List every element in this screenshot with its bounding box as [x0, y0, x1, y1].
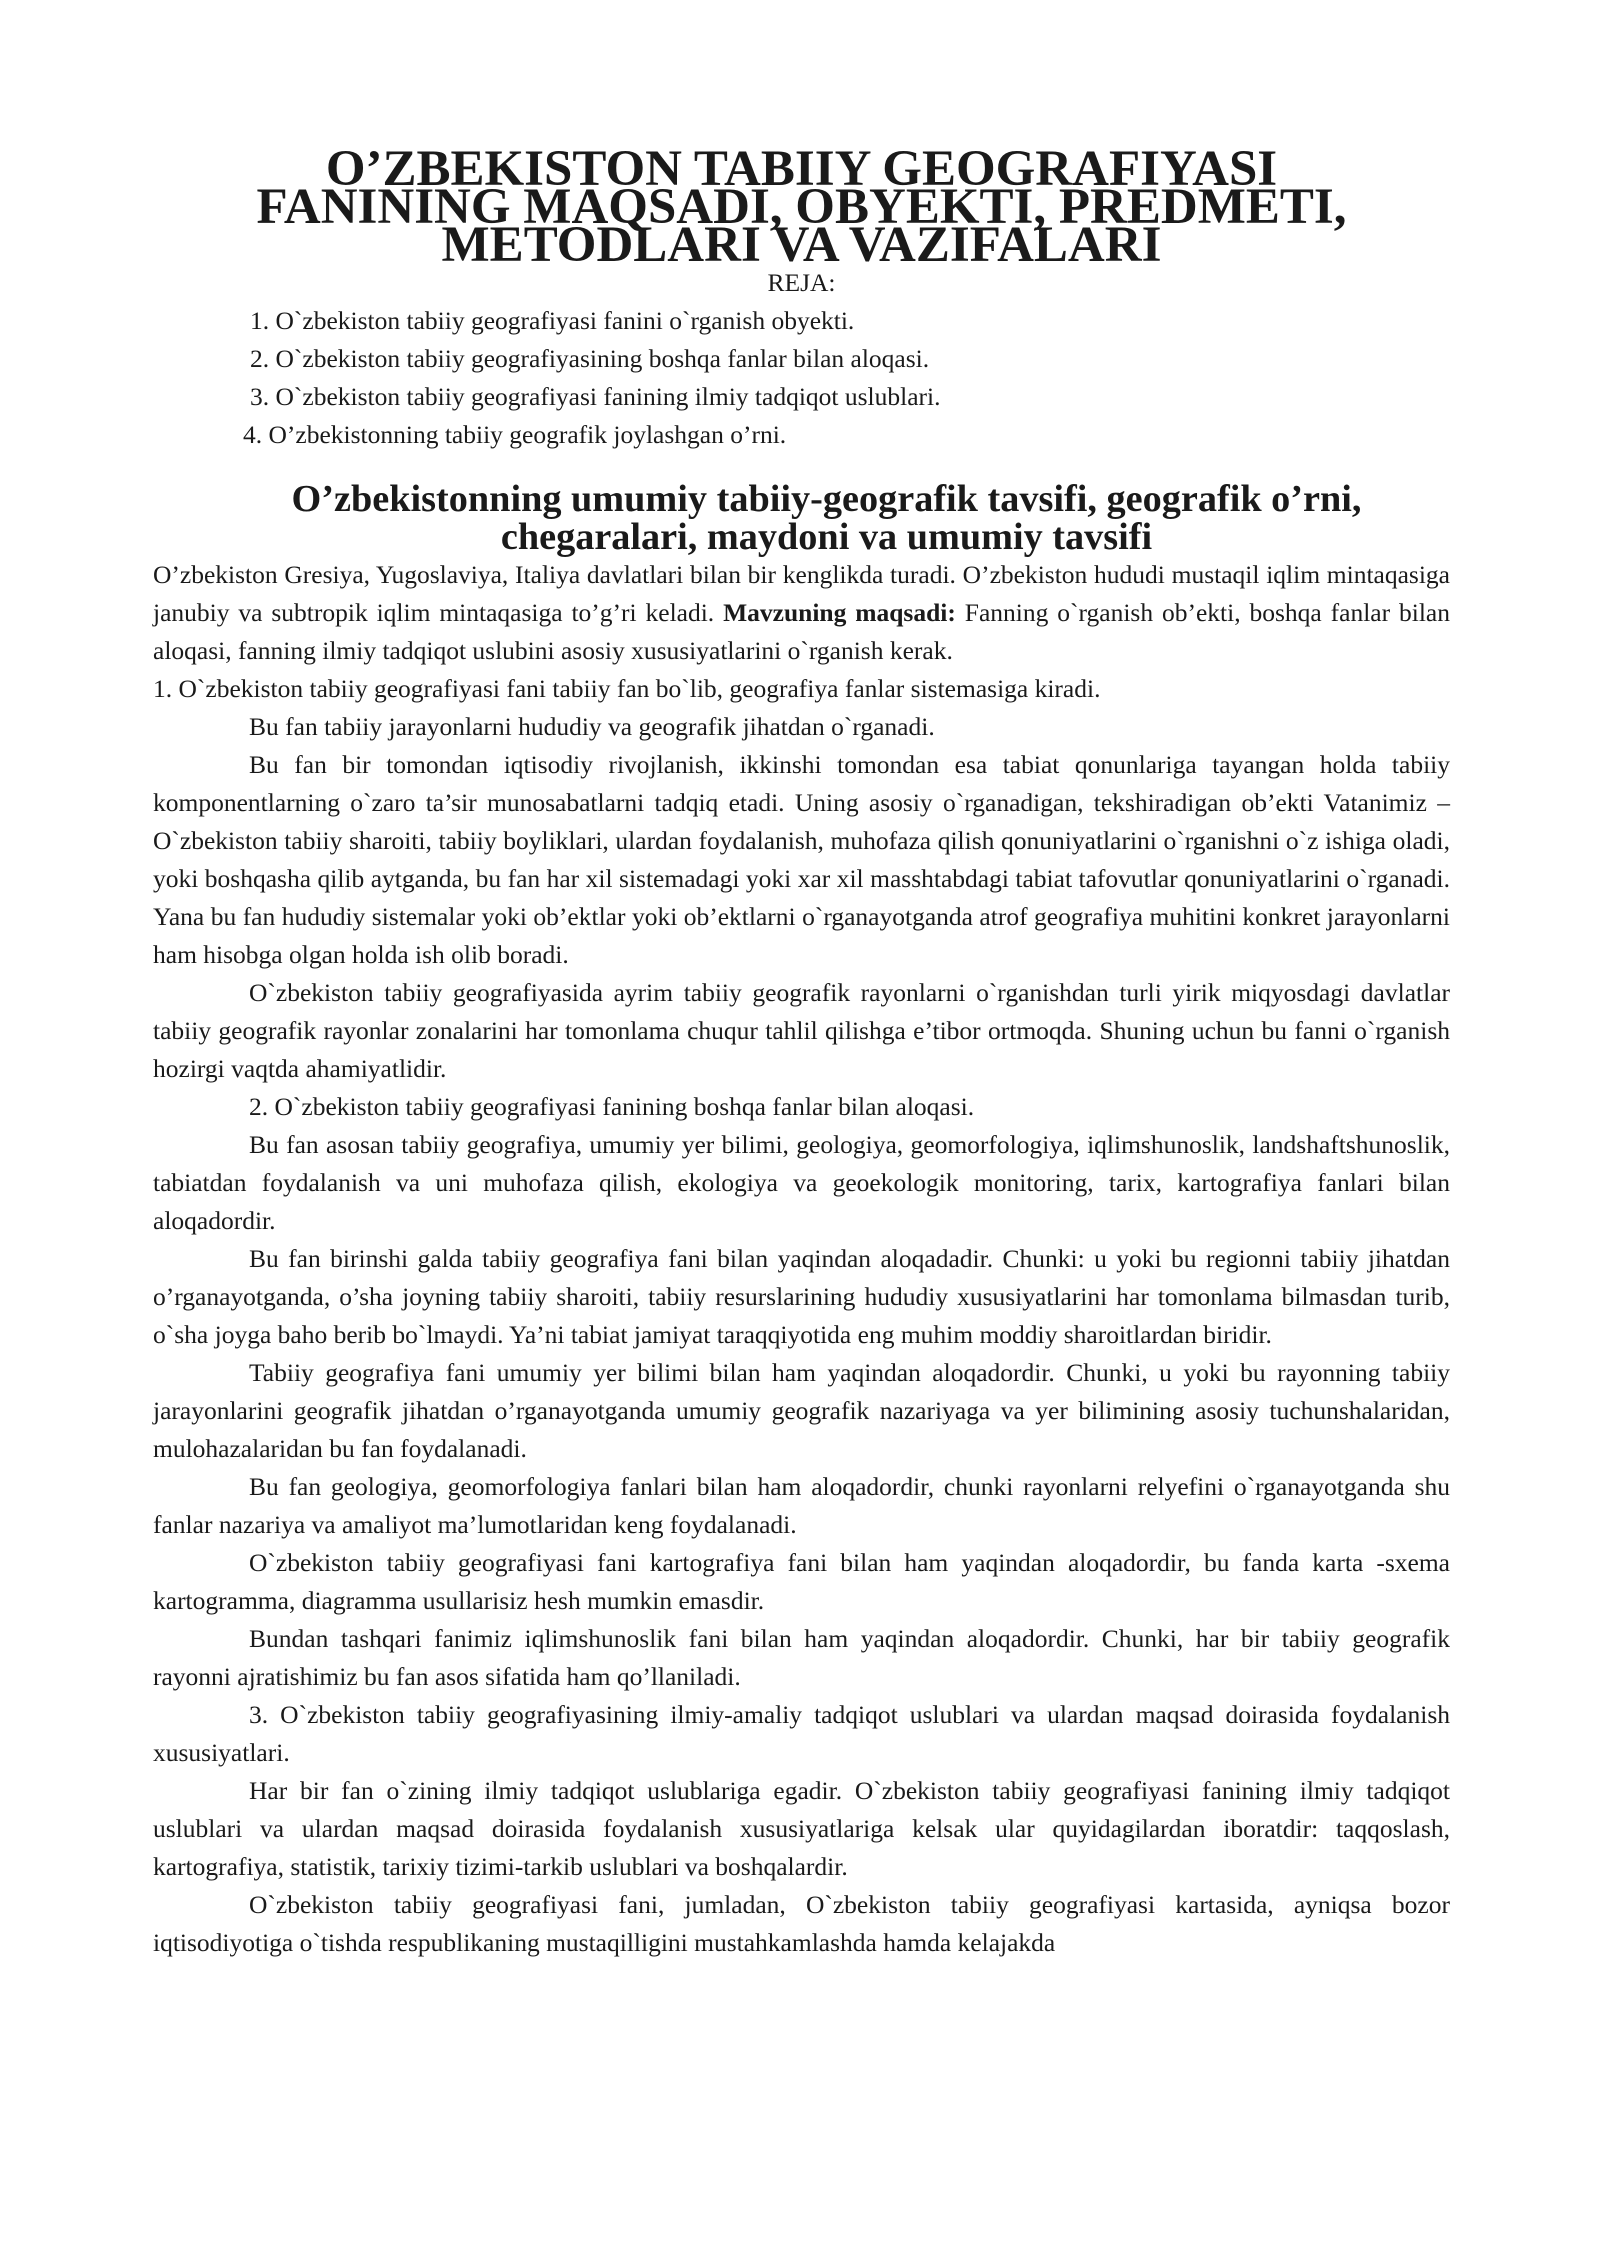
- paragraph-13: Har bir fan o`zining ilmiy tadqiqot uslublariga egadir. O`zbekiston tabiiy geografiyasi fanining ilmiy tadqiqot uslublari va ulardan maqsad doirasida foydalanish xususiyatlariga kelsak ular quyidagilardan iboratdir: taqqoslash, kartografiya, statistik, tarixiy tizimi-tarkib uslublari va boshqalardir.: [153, 1776, 1450, 1881]
- goal-label: Mavzuning maqsadi:: [723, 598, 956, 627]
- paragraph-1: 1. O`zbekiston tabiiy geografiyasi fani tabiiy fan bo`lib, geografiya fanlar sistemasiga kiradi.: [153, 674, 1101, 703]
- plan-item: 2. O`zbekiston tabiiy geografiyasining boshqa fanlar bilan aloqasi.: [250, 344, 930, 373]
- paragraph-11: Bundan tashqari fanimiz iqlimshunoslik fani bilan ham yaqindan aloqadordir. Chunki, har bir tabiiy geografik rayonni ajratishimiz bu fan asos sifatida ham qo’llaniladi.: [153, 1624, 1450, 1691]
- paragraph-14: O`zbekiston tabiiy geografiyasi fani, jumladan, O`zbekiston tabiiy geografiyasi kartasida, ayniqsa bozor iqtisodiyotiga o`tishda respublikaning mustaqilligini mustahkamlashda hamda kelajakda: [153, 1890, 1450, 1957]
- intro-paragraph: [153, 556, 1450, 670]
- plan-heading: REJA:: [767, 268, 836, 297]
- plan-item: 3. O`zbekiston tabiiy geografiyasi fanining ilmiy tadqiqot uslublari.: [250, 382, 941, 411]
- paragraph-8: Tabiiy geografiya fani umumiy yer bilimi bilan ham yaqindan aloqadordir. Chunki, u yoki bu rayonning tabiiy jarayonlarini geografik jihatdan o’rganayotganda umumiy geografik nazariyaga va yer bilimining asosiy tuchunshalaridan, mulohazalaridan bu fan foydalanadi.: [153, 1358, 1450, 1463]
- plan-item: 1. O`zbekiston tabiiy geografiyasi fanini o`rganish obyekti.: [250, 306, 855, 335]
- paragraph-4: O`zbekiston tabiiy geografiyasida ayrim tabiiy geografik rayonlarni o`rganishdan turli yirik miqyosdagi davlatlar tabiiy geografik rayonlar zonalarini har tomonlama chuqur tahlil qilishga e’tibor ortmoqda. Shuning uchun bu fanni o`rganish hozirgi vaqtda ahamiyatlidir.: [153, 978, 1450, 1083]
- paragraph-6: Bu fan asosan tabiiy geografiya, umumiy yer bilimi, geologiya, geomorfologiya, iqlimshunoslik, landshaftshunoslik, tabiatdan foydalanish va uni muhofaza qilish, ekologiya va geoekologik monitoring, tarix, kartografiya fanlari bilan aloqadordir.: [153, 1130, 1450, 1235]
- paragraph-12: 3. O`zbekiston tabiiy geografiyasining ilmiy-amaliy tadqiqot uslublari va ulardan maqsad doirasida foydalanish xususiyatlari.: [153, 1700, 1450, 1767]
- section-subtitle: O’zbekistonning umumiy tabiiy-geografik tavsifi, geografik o’rni, chegaralari, maydoni va umumiy tavsifi: [291, 478, 1362, 558]
- paragraph-10: O`zbekiston tabiiy geografiyasi fani kartografiya fani bilan ham yaqindan aloqadordir, bu fanda karta -sxema kartogramma, diagramma usullarisiz hesh mumkin emasdir.: [153, 1548, 1450, 1615]
- document-title: O’ZBEKISTON TABIIY GEOGRAFIYASI FANINING MAQSADI, OBYEKTI, PREDMETI, METODLARI VA VAZIFALARI: [256, 141, 1347, 273]
- plan-item: 4. O’zbekistonning tabiiy geografik joylashgan o’rni.: [243, 420, 787, 449]
- paragraph-7: Bu fan birinshi galda tabiiy geografiya fani bilan yaqindan aloqadadir. Chunki: u yoki bu regionni tabiiy jihatdan o’rganayotganda, o’sha joyning tabiiy sharoiti, tabiiy resurslarining hududiy xususiyatlarini har tomonlama bilmasdan turib, o`sha joyga baho berib bo`lmaydi. Ya’ni tabiat jamiyat taraqqiyotida eng muhim moddiy sharoitlardan biridir.: [153, 1244, 1450, 1349]
- paragraph-5: 2. O`zbekiston tabiiy geografiyasi fanining boshqa fanlar bilan aloqasi.: [249, 1092, 975, 1121]
- goal-text: Fanning o`rganish ob’ekti, boshqa fanlar bilan aloqasi, fanning ilmiy tadqiqot uslubini asosiy xususiyatlarini o`rganish kerak.: [153, 598, 1450, 665]
- intro-text: O’zbekiston Gresiya, Yugoslaviya, Italiya davlatlari bilan bir kenglikda turadi. O’zbekiston hududi mustaqil iqlim mintaqasiga janubiy va subtropik iqlim mintaqasiga to’g’ri keladi.: [153, 560, 1450, 627]
- paragraph-2: Bu fan tabiiy jarayonlarni hududiy va geografik jihatdan o`rganadi.: [249, 712, 935, 741]
- plan-list: [153, 302, 1450, 454]
- paragraph-3: Bu fan bir tomondan iqtisodiy rivojlanish, ikkinshi tomondan esa tabiat qonunlariga tayangan holda tabiiy komponentlarning o`zaro ta’sir munosabatlarni tadqiq etadi. Uning asosiy o`rganadigan, tekshiradigan ob’ekti Vatanimiz – O`zbekiston tabiiy sharoiti, tabiiy boyliklari, ulardan foydalanish, muhofaza qilish qonuniyatlarini o`rganishni o`z ishiga oladi, yoki boshqasha qilib aytganda, bu fan har xil sistemadagi yoki xar xil masshtabdagi tabiat tafovutlar qonuniyatlarini o`rganadi. Yana bu fan hududiy sistemalar yoki ob’ektlar yoki ob’ektlarni o`rganayotganda atrof geografiya muhitini konkret jarayonlarni ham hisobga olgan holda ish olib boradi.: [153, 750, 1450, 969]
- paragraph-9: Bu fan geologiya, geomorfologiya fanlari bilan ham aloqadordir, chunki rayonlarni relyefini o`rganayotganda shu fanlar nazariya va amaliyot ma’lumotlaridan keng foydalanadi.: [153, 1472, 1450, 1539]
